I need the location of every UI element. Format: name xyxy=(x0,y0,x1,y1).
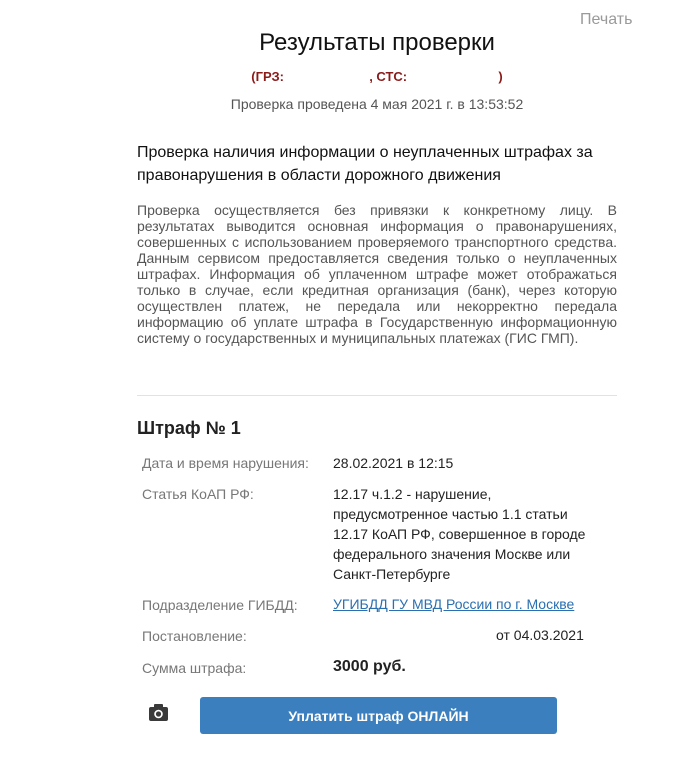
vehicle-close: ) xyxy=(498,69,503,84)
check-timestamp: Проверка проведена 4 мая 2021 г. в 13:53:52 xyxy=(230,96,524,112)
article-label: Статья КоАП РФ: xyxy=(142,486,254,502)
camera-icon[interactable] xyxy=(148,702,169,722)
article-value: 12.17 ч.1.2 - нарушение, предусмотренное частью 1.1 статьи 12.17 КоАП РФ, совершенное в городе федерального значения Москве или Санкт-Петербурге xyxy=(333,486,586,582)
redacted-decree-number xyxy=(333,625,483,639)
page-title: Результаты проверки xyxy=(259,29,495,56)
decree-date: от 04.03.2021 xyxy=(496,627,584,643)
pay-fine-online-button[interactable]: Уплатить штраф ОНЛАЙН xyxy=(200,697,557,734)
divider xyxy=(137,395,617,396)
redacted-sts xyxy=(415,72,491,84)
fine-title: Штраф № 1 xyxy=(137,418,241,438)
division-label: Подразделение ГИБДД: xyxy=(142,597,298,613)
sts-label: , СТС: xyxy=(369,69,408,84)
decree-label: Постановление: xyxy=(142,628,247,644)
division-link[interactable]: УГИБДД ГУ МВД России по г. Москве xyxy=(333,596,575,612)
redacted-grz xyxy=(292,72,362,84)
datetime-value: 28.02.2021 в 12:15 xyxy=(333,455,454,471)
description-text: Проверка осуществляется без привязки к конкретному лицу. В результатах выводится основная информация о правонарушениях, совершенных с использованием проверяемого транспортного средства. Данным сервисом предоставляется сведения только о неуплаченных штрафах. Информация об уплаченном штрафе может отображаться только в случае, если кредитная организация (банк), через которую осуществлен платеж, не передала или некорректно передала информацию об уплате штрафа в Государственную информационную систему о государственных и муниципальных платежах (ГИС ГМП). xyxy=(137,202,617,346)
print-link[interactable]: Печать xyxy=(580,11,633,28)
grz-label: (ГРЗ: xyxy=(251,69,284,84)
amount-value: 3000 руб. xyxy=(333,658,406,675)
amount-label: Сумма штрафа: xyxy=(142,660,247,676)
vehicle-info xyxy=(0,69,688,84)
datetime-label: Дата и время нарушения: xyxy=(142,455,309,471)
section-title: Проверка наличия информации о неуплаченных штрафах за правонарушения в области дорожного движения xyxy=(137,144,593,184)
